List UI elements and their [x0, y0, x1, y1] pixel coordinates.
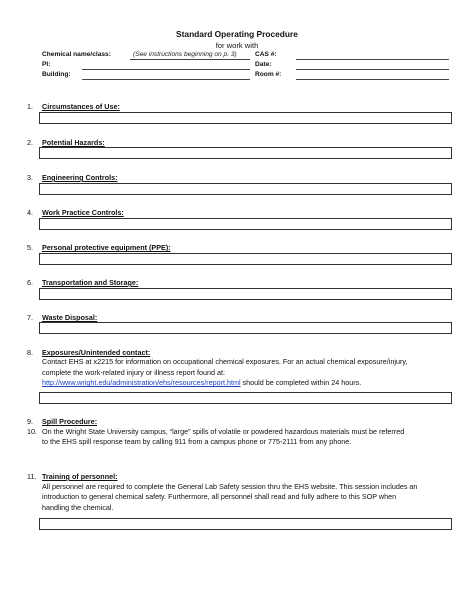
- training-text-line-1: All personnel are required to complete the General Lab Safety session thru the EHS website. This session includes an: [42, 482, 418, 491]
- date-label: Date:: [255, 61, 272, 68]
- section-number: 5.: [27, 243, 33, 252]
- room-field[interactable]: [296, 79, 449, 80]
- date-field[interactable]: [296, 69, 449, 70]
- page-subtitle: for work with: [215, 41, 259, 50]
- section-title-work-practice: Work Practice Controls:: [42, 208, 124, 217]
- section-title-waste-disposal: Waste Disposal:: [42, 313, 98, 322]
- section-title-ppe: Personal protective equipment (PPE):: [42, 243, 171, 252]
- section-number: 6.: [27, 278, 33, 287]
- exposures-text-line-1: Contact EHS at x2215 for information on occupational chemical exposures. For an actual chemical exposure/injury,: [42, 357, 408, 366]
- cas-field[interactable]: [296, 59, 449, 60]
- section-number: 11.: [27, 472, 37, 481]
- exposures-input[interactable]: [39, 392, 452, 404]
- exposures-text-line-2: complete the work-related injury or illness report found at:: [42, 368, 225, 377]
- section-number: 10.: [27, 427, 37, 436]
- spill-text-line-2: to the EHS spill response team by calling 911 from a campus phone or 775-2111 from any phone.: [42, 437, 352, 446]
- room-label: Room #:: [255, 71, 282, 78]
- injury-report-link[interactable]: http://www.wright.edu/administration/ehs/resources/report.html: [42, 378, 241, 387]
- hazards-input[interactable]: [39, 147, 452, 159]
- chemical-name-label: Chemical name/class:: [42, 51, 111, 58]
- section-number: 9.: [27, 417, 33, 426]
- chemical-name-field[interactable]: [130, 59, 250, 60]
- cas-label: CAS #:: [255, 51, 277, 58]
- training-text-line-3: handling the chemical.: [42, 503, 114, 512]
- ppe-input[interactable]: [39, 253, 452, 265]
- exposures-deadline-text: should be completed within 24 hours.: [240, 378, 362, 387]
- building-field[interactable]: [82, 79, 250, 80]
- page-title: Standard Operating Procedure: [176, 29, 298, 39]
- chemical-instructions-note: (See instructions beginning on p. 3): [133, 51, 237, 58]
- section-number: 2.: [27, 138, 33, 147]
- circumstances-input[interactable]: [39, 112, 452, 124]
- section-title-spill: Spill Procedure:: [42, 417, 98, 426]
- section-number: 1.: [27, 102, 33, 111]
- transportation-storage-input[interactable]: [39, 288, 452, 300]
- section-title-hazards: Potential Hazards:: [42, 138, 105, 147]
- section-title-exposures: Exposures/Unintended contact:: [42, 348, 151, 357]
- engineering-controls-input[interactable]: [39, 183, 452, 195]
- section-title-engineering-controls: Engineering Controls:: [42, 173, 118, 182]
- pi-label: PI:: [42, 61, 51, 68]
- section-number: 7.: [27, 313, 33, 322]
- work-practice-input[interactable]: [39, 218, 452, 230]
- exposures-text-line-3: [42, 378, 361, 388]
- section-number: 3.: [27, 173, 33, 182]
- section-title-transportation-storage: Transportation and Storage:: [42, 278, 139, 287]
- training-text-line-2: introduction to general chemical safety. Furthermore, all personnel shall read and fully adhere to this SOP when: [42, 492, 397, 501]
- building-label: Building:: [42, 71, 71, 78]
- waste-disposal-input[interactable]: [39, 322, 452, 334]
- section-number: 4.: [27, 208, 33, 217]
- training-input[interactable]: [39, 518, 452, 530]
- section-title-circumstances: Circumstances of Use:: [42, 102, 120, 111]
- section-number: 8.: [27, 348, 33, 357]
- pi-field[interactable]: [82, 69, 250, 70]
- section-title-training: Training of personnel:: [42, 472, 118, 481]
- spill-text-line-1: On the Wright State University campus, “large” spills of volatile or powdered hazardous materials must be referred: [42, 427, 405, 436]
